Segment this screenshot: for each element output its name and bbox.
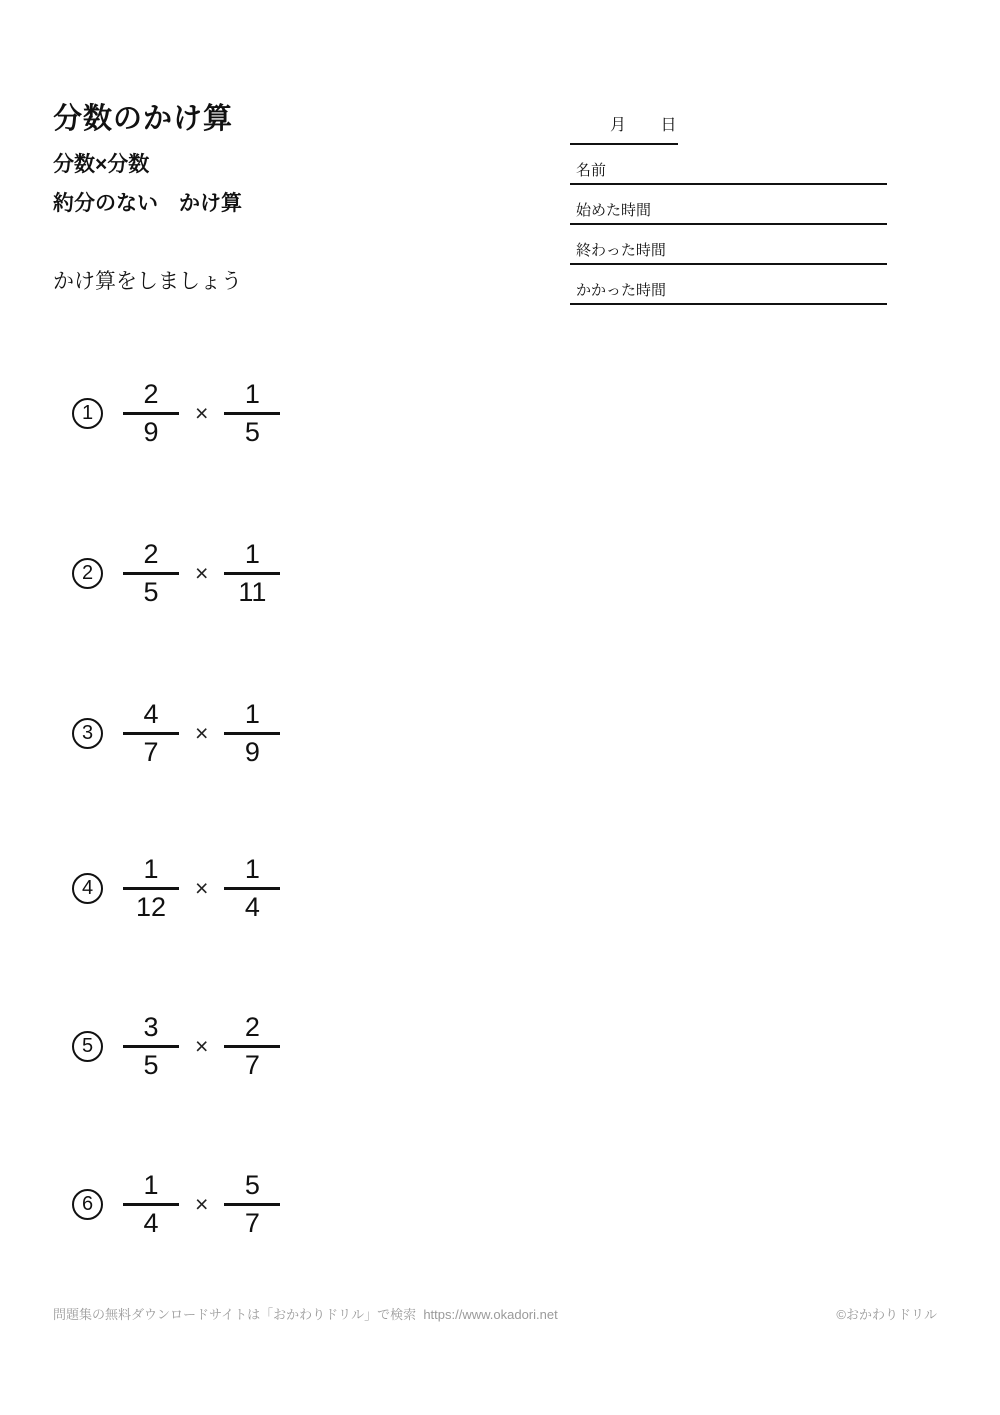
fraction-first xyxy=(123,854,179,921)
fraction-first xyxy=(123,1012,179,1079)
fraction-bar xyxy=(123,412,179,415)
fraction-bar xyxy=(123,1045,179,1048)
denominator: 5 xyxy=(143,1049,159,1080)
name-field xyxy=(570,145,887,185)
numerator: 1 xyxy=(244,854,260,885)
instruction-text: かけ算をしましょう xyxy=(53,270,242,293)
fraction-bar xyxy=(123,1203,179,1206)
problem-row-4 xyxy=(72,855,280,921)
name-label: 名前 xyxy=(576,162,607,179)
day-label: 日 xyxy=(660,117,677,134)
fraction-bar xyxy=(224,1203,280,1206)
multiply-operator: × xyxy=(195,559,209,586)
multiply-operator: × xyxy=(195,1190,209,1217)
date-row xyxy=(570,112,678,145)
problem-number-circle: 1 xyxy=(72,398,103,429)
fraction-first xyxy=(123,379,179,446)
numerator: 4 xyxy=(143,699,159,730)
fraction-bar xyxy=(224,732,280,735)
numerator: 3 xyxy=(143,1012,159,1043)
fraction-first xyxy=(123,699,179,766)
info-box xyxy=(570,112,887,305)
problem-number-circle: 5 xyxy=(72,1031,103,1062)
elapsed-time-field xyxy=(570,265,887,305)
denominator: 11 xyxy=(238,576,267,607)
footer-copyright: ©おかわりドリル xyxy=(836,1307,937,1322)
problem-row-3 xyxy=(72,700,280,766)
fraction-bar xyxy=(224,887,280,890)
denominator: 5 xyxy=(143,576,159,607)
denominator: 5 xyxy=(244,416,260,447)
problem-row-2 xyxy=(72,540,280,606)
fraction-second xyxy=(224,1170,280,1237)
denominator: 7 xyxy=(143,736,159,767)
fraction-bar xyxy=(123,732,179,735)
numerator: 1 xyxy=(244,699,260,730)
fraction-second xyxy=(224,854,280,921)
problem-row-6 xyxy=(72,1171,280,1237)
month-label: 月 xyxy=(610,117,627,134)
denominator: 4 xyxy=(143,1207,159,1238)
numerator: 2 xyxy=(143,539,159,570)
problem-number-circle: 4 xyxy=(72,873,103,904)
fraction-bar xyxy=(123,572,179,575)
problem-number-circle: 3 xyxy=(72,718,103,749)
subtitle-no-reduction: 約分のない かけ算 xyxy=(53,192,242,215)
denominator: 9 xyxy=(244,736,260,767)
page-title: 分数のかけ算 xyxy=(53,103,234,135)
elapsed-time-label: かかった時間 xyxy=(576,282,667,299)
multiply-operator: × xyxy=(195,1032,209,1059)
fraction-second xyxy=(224,539,280,606)
fraction-first xyxy=(123,539,179,606)
end-time-label: 終わった時間 xyxy=(576,242,666,259)
denominator: 9 xyxy=(143,416,159,447)
fraction-bar xyxy=(224,572,280,575)
fraction-second xyxy=(224,379,280,446)
numerator: 5 xyxy=(244,1170,260,1201)
problem-number-circle: 6 xyxy=(72,1189,103,1220)
fraction-bar xyxy=(224,1045,280,1048)
denominator: 12 xyxy=(135,891,167,922)
denominator: 7 xyxy=(244,1207,260,1238)
denominator: 4 xyxy=(244,891,260,922)
denominator: 7 xyxy=(244,1049,260,1080)
multiply-operator: × xyxy=(195,874,209,901)
end-time-field xyxy=(570,225,887,265)
problem-row-5 xyxy=(72,1013,280,1079)
numerator: 1 xyxy=(143,1170,159,1201)
numerator: 2 xyxy=(143,379,159,410)
fraction-first xyxy=(123,1170,179,1237)
fraction-bar xyxy=(123,887,179,890)
multiply-operator: × xyxy=(195,719,209,746)
start-time-field xyxy=(570,185,887,225)
numerator: 1 xyxy=(143,854,159,885)
fraction-second xyxy=(224,1012,280,1079)
numerator: 1 xyxy=(244,539,260,570)
footer-site-info: 問題集の無料ダウンロードサイトは「おかわりドリル」で検索 https://www.okadori.net xyxy=(53,1307,558,1322)
multiply-operator: × xyxy=(195,399,209,426)
numerator: 2 xyxy=(244,1012,260,1043)
fraction-bar xyxy=(224,412,280,415)
fraction-second xyxy=(224,699,280,766)
problem-number-circle: 2 xyxy=(72,558,103,589)
start-time-label: 始めた時間 xyxy=(576,202,652,219)
subtitle-fraction-times-fraction: 分数×分数 xyxy=(53,153,150,176)
problem-row-1 xyxy=(72,380,280,446)
numerator: 1 xyxy=(244,379,260,410)
